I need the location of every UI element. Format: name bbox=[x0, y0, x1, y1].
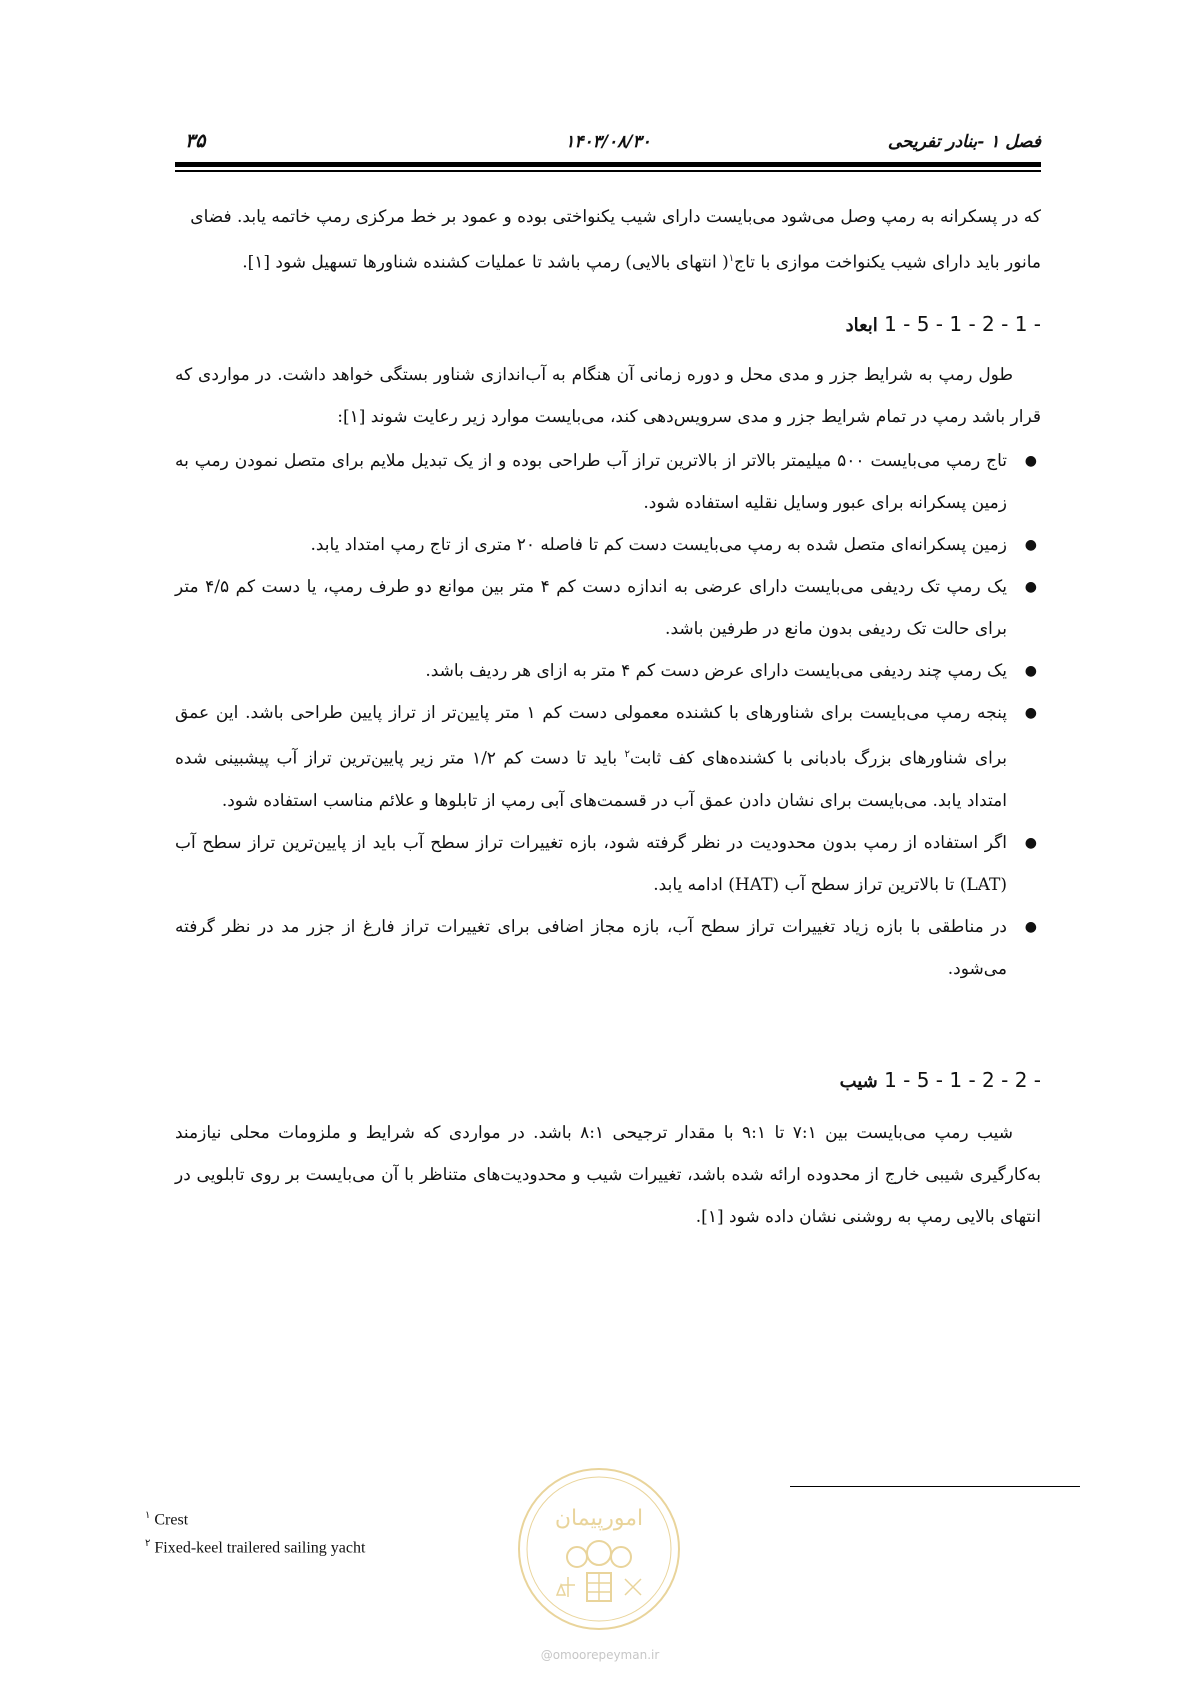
watermark-logo-text: امورپیمان bbox=[554, 1506, 644, 1531]
slope-paragraph: شیب رمپ می‌بایست بین ۷:۱ تا ۹:۱ با مقدار ترجیحی ۸:۱ باشد. در مواردی که شرایط و ملزومات محلی نیازمند به‌کارگیری شیبی خارج از محدوده ارائه شده باشد، تغییرات شیب و محدودیت‌های متناظر با آن می‌بایست بر روی تابلویی در انتهای بالایی رمپ به روشنی نشان داده شود [۱]. bbox=[175, 1123, 1041, 1227]
section-title: شیب bbox=[839, 1071, 878, 1092]
watermark-url: @omoorepeyman.ir bbox=[540, 1648, 660, 1662]
intro-paragraph bbox=[175, 196, 1041, 284]
requirements-list bbox=[175, 440, 1041, 990]
bullet-icon: ● bbox=[1024, 918, 1037, 935]
intro-line-2-rest: ( انتهای بالایی) رمپ باشد تا عملیات کشنده شناورها تسهیل شود [۱]. bbox=[242, 252, 729, 273]
list-item-text: پنجه رمپ می‌بایست برای شناورهای با کشنده معمولی دست کم ۱ متر پایین‌تر از تراز پایین طراحی باشد. این عمق برای شناورهای بزرگ بادبانی با کشنده‌های کف ثابت bbox=[175, 703, 1007, 769]
header-rule-thick bbox=[175, 162, 1041, 167]
bullet-icon: ● bbox=[1024, 663, 1037, 679]
list-item-text: اگر استفاده از رمپ بدون محدودیت در نظر گرفته شود، بازه تغییرات تراز سطح آب باید از پایین‌ترین تراز سطح آب (LAT) تا بالاترین تراز سطح آب (HAT) ادامه یابد. bbox=[175, 832, 1007, 895]
section-heading-dimensions bbox=[175, 312, 1041, 336]
dimensions-paragraph: طول رمپ به شرایط جزر و مدی محل و دوره زمانی آن هنگام به آب‌اندازی شناور بستگی خواهد داشت. در مواردی که قرار باشد رمپ در تمام شرایط جزر و مدی سرویس‌دهی کند، می‌بایست موارد زیر رعایت شوند [۱]: bbox=[175, 365, 1041, 427]
bullet-icon: ● bbox=[1024, 453, 1037, 469]
list-item bbox=[175, 692, 1041, 822]
bullet-icon: ● bbox=[1024, 579, 1037, 595]
bullet-icon: ● bbox=[1024, 834, 1037, 851]
list-item bbox=[175, 906, 1041, 990]
footnote-separator bbox=[790, 1486, 1080, 1487]
list-item bbox=[175, 566, 1041, 650]
page-header bbox=[175, 128, 1041, 158]
header-date: ۱۴۰۳/۰۸/۳۰ bbox=[565, 132, 651, 152]
list-item-text: تاج رمپ می‌بایست ۵۰۰ میلیمتر بالاتر از بالاترین تراز آب طراحی بوده و از یک تبدیل ملایم برای متصل نمودن رمپ به زمین پسکرانه برای عبور وسایل نقلیه استفاده شود. bbox=[175, 451, 1007, 513]
bullet-icon: ● bbox=[1024, 705, 1037, 721]
intro-line-2 bbox=[175, 238, 1041, 284]
footnote-2 bbox=[145, 1538, 365, 1557]
page-number: ۳۵ bbox=[185, 130, 206, 152]
intro-line-2-text: مانور باید دارای شیب یکنواخت موازی با تاج bbox=[734, 252, 1041, 273]
watermark-seal-icon bbox=[515, 1465, 683, 1633]
footnote-mark: ۱ bbox=[145, 1510, 151, 1521]
list-item-text: زمین پسکرانه‌ای متصل شده به رمپ می‌بایست دست کم تا فاصله ۲۰ متری از تاج رمپ امتداد یابد. bbox=[310, 535, 1007, 555]
footnote-ref-2: ۲ bbox=[624, 749, 630, 760]
list-item bbox=[175, 650, 1041, 692]
section-title: ابعاد bbox=[845, 315, 878, 336]
list-item bbox=[175, 822, 1041, 906]
list-item-text: یک رمپ تک ردیفی می‌بایست دارای عرضی به اندازه دست کم ۴ متر بین موانع دو طرف رمپ، یا دست کم ۴/۵ متر برای حالت تک ردیفی بدون مانع در طرفین باشد. bbox=[175, 577, 1007, 639]
section-number: 1 - 5 - 1 - 2 - 2 - bbox=[884, 1068, 1041, 1092]
header-rule-thin bbox=[175, 170, 1041, 172]
list-item-text: در مناطقی با بازه زیاد تغییرات تراز سطح آب، بازه مجاز اضافی برای تغییرات تراز فارغ از جزر مد در نظر گرفته می‌شود. bbox=[175, 916, 1007, 979]
list-item-text: یک رمپ چند ردیفی می‌بایست دارای عرض دست کم ۴ متر به ازای هر ردیف باشد. bbox=[425, 661, 1007, 681]
bullet-icon: ● bbox=[1024, 537, 1037, 553]
list-item bbox=[175, 440, 1041, 524]
list-item-text-rest: باید تا دست کم ۱/۲ متر زیر پایین‌ترین تراز آب پیشبینی شده امتداد یابد. می‌بایست برای نشان دادن عمق آب در قسمت‌های آبی رمپ از تابلوها و علائم مناسب استفاده شود. bbox=[175, 748, 1007, 811]
footnote-text: Fixed-keel trailered sailing yacht bbox=[154, 1539, 366, 1557]
section-number: 1 - 5 - 1 - 2 - 1 - bbox=[884, 312, 1041, 336]
list-item bbox=[175, 524, 1041, 566]
chapter-title: فصل ۱ -بنادر تفریحی bbox=[887, 132, 1041, 152]
intro-line-1: که در پسکرانه به رمپ وصل می‌شود می‌بایست دارای شیب یکنواختی بوده و عمود بر خط مرکزی رمپ خاتمه یابد. فضای bbox=[190, 207, 1041, 227]
footnote-1 bbox=[145, 1510, 188, 1529]
footnote-ref-1: ۱ bbox=[728, 253, 735, 264]
section-heading-slope bbox=[175, 1068, 1041, 1092]
footnote-text: Crest bbox=[154, 1511, 189, 1529]
footnote-mark: ۲ bbox=[145, 1538, 151, 1549]
